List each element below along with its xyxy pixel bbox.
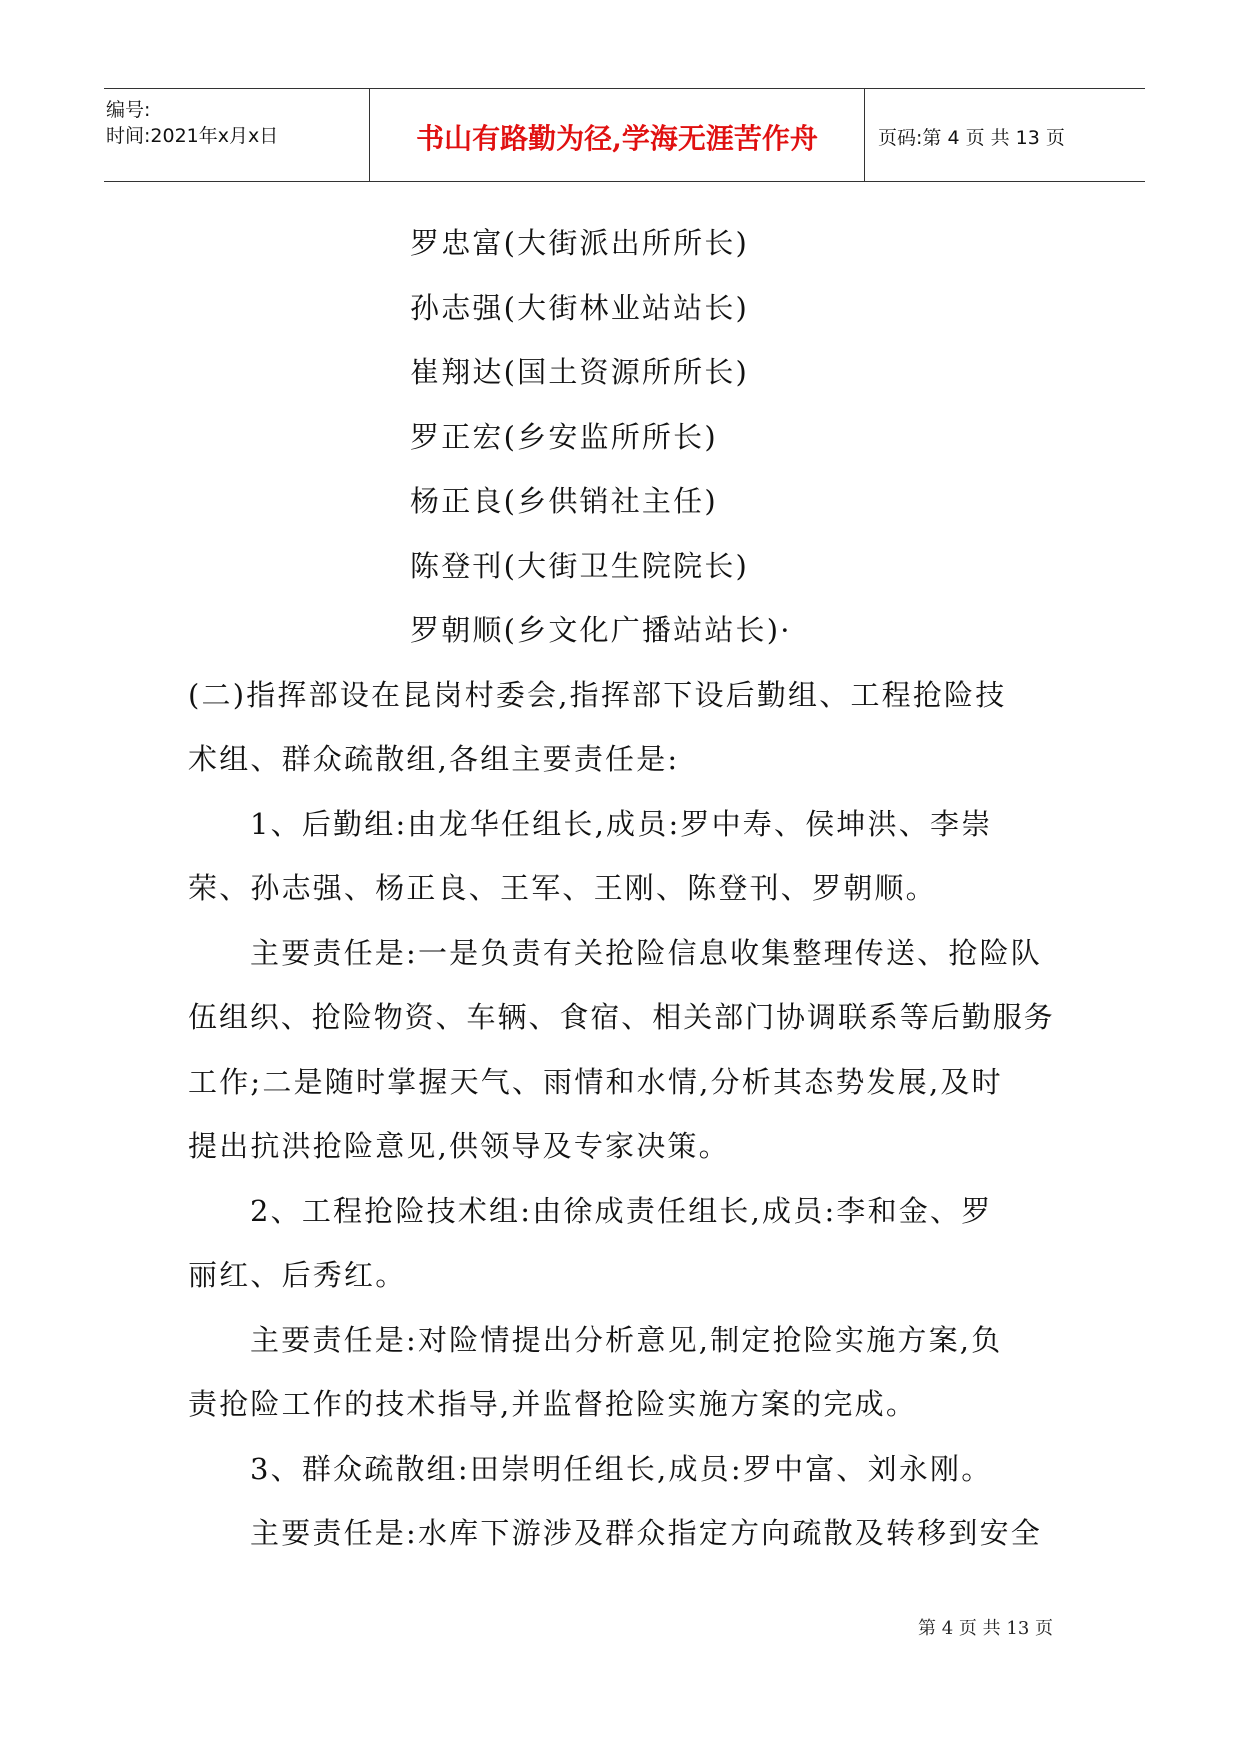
- body-text-line: 主要责任是:一是负责有关抢险信息收集整理传送、抢险队: [250, 936, 1042, 970]
- body-text-line: 伍组织、抢险物资、车辆、食宿、相关部门协调联系等后勤服务: [188, 1000, 1055, 1034]
- member-line: 崔翔达(国土资源所所长): [410, 355, 750, 389]
- body-text-line: 责抢险工作的技术指导,并监督抢险实施方案的完成。: [188, 1387, 918, 1421]
- body-text-line: 荣、孙志强、杨正良、王军、王刚、陈登刊、罗朝顺。: [188, 871, 937, 905]
- header-middle-cell: [370, 89, 865, 181]
- body-text-line: 提出抗洪抢险意见,供领导及专家决策。: [188, 1129, 730, 1163]
- body-text-line: (二)指挥部设在昆岗村委会,指挥部下设后勤组、工程抢险技: [188, 678, 1007, 712]
- body-text-line: 工作;二是随时掌握天气、雨情和水情,分析其态势发展,及时: [188, 1065, 1003, 1099]
- page-header: [104, 88, 1145, 182]
- document-time-label: 时间:2021年x月x日: [106, 125, 279, 147]
- member-line: 罗正宏(乡安监所所长): [410, 420, 718, 454]
- page-code: 页码:第 4 页 共 13 页: [878, 127, 1065, 149]
- document-number-label: 编号:: [106, 99, 151, 121]
- body-text-line: 主要责任是:水库下游涉及群众指定方向疏散及转移到安全: [250, 1516, 1042, 1550]
- header-motto: 书山有路勤为径,学海无涯苦作舟: [416, 122, 818, 155]
- member-line: 罗忠富(大街派出所所长): [410, 226, 750, 260]
- body-text-line: 丽红、后秀红。: [188, 1258, 407, 1292]
- page-footer: 第 4 页 共 13 页: [918, 1618, 1053, 1639]
- body-text-line: 2、工程抢险技术组:由徐成责任组长,成员:李和金、罗: [250, 1194, 993, 1228]
- header-right-cell: [866, 89, 1145, 181]
- member-line: 陈登刊(大街卫生院院长): [410, 549, 750, 583]
- body-text-line: 3、群众疏散组:田崇明任组长,成员:罗中富、刘永刚。: [250, 1452, 993, 1486]
- member-line: 杨正良(乡供销社主任): [410, 484, 718, 518]
- body-text-line: 1、后勤组:由龙华任组长,成员:罗中寿、侯坤洪、李崇: [250, 807, 993, 841]
- member-line: 罗朝顺(乡文化广播站站长)·: [410, 613, 792, 647]
- member-line: 孙志强(大街林业站站长): [410, 291, 750, 325]
- header-left-cell: [104, 89, 370, 181]
- body-text-line: 术组、群众疏散组,各组主要责任是:: [188, 742, 680, 776]
- body-text-line: 主要责任是:对险情提出分析意见,制定抢险实施方案,负: [250, 1323, 1003, 1357]
